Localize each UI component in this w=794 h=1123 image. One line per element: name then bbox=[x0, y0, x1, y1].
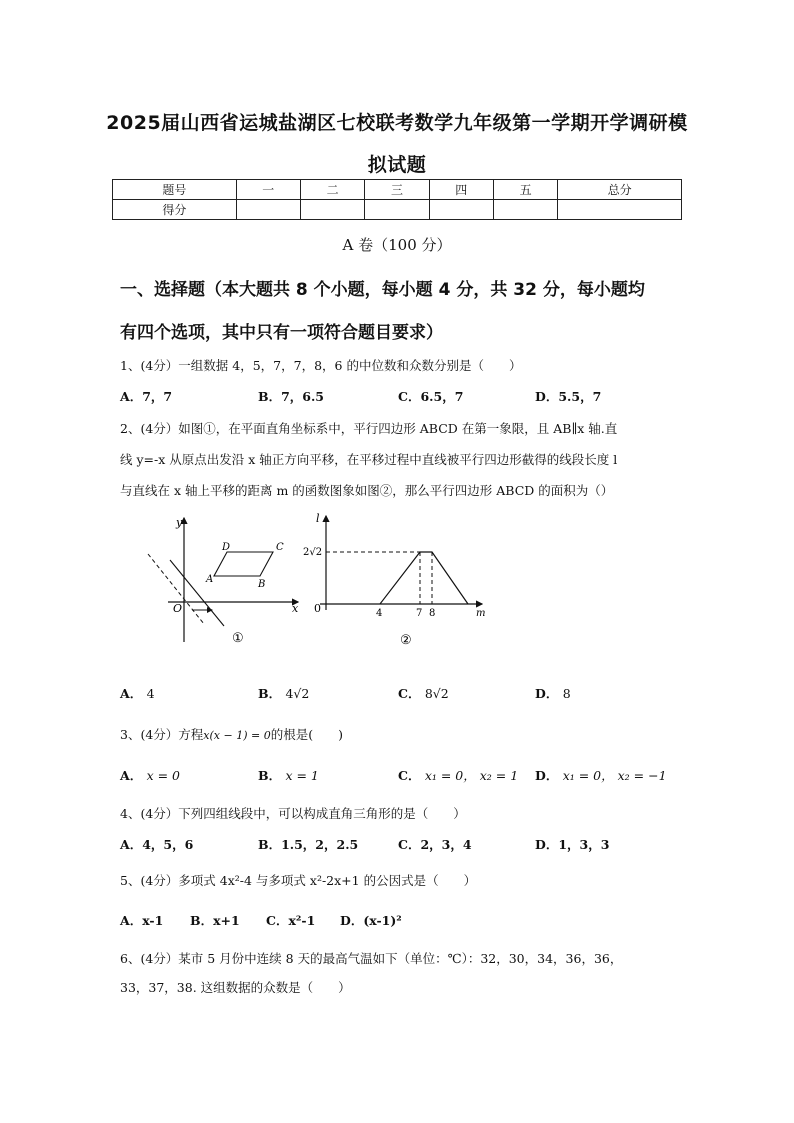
fig2-x-label: m bbox=[476, 608, 486, 619]
fig2-caption: ② bbox=[400, 633, 412, 648]
q2-option-d-value: 8 bbox=[562, 686, 571, 701]
score-input-cell bbox=[300, 200, 364, 220]
q2-option-c: C． 8√2 bbox=[398, 686, 449, 701]
q1-option-a: A．7，7 bbox=[120, 389, 173, 404]
q3-option-a-value: x = 0 bbox=[146, 768, 180, 783]
q2-figure-2 bbox=[300, 512, 500, 652]
section-heading-line2: 有四个选项，其中只有一项符合题目要求） bbox=[120, 323, 443, 343]
q2-option-b: B． 4√2 bbox=[258, 686, 310, 701]
fig2-graph bbox=[380, 552, 468, 604]
section-heading-line1: 一、选择题（本大题共 8 个小题，每小题 4 分，共 32 分，每小题均 bbox=[120, 280, 645, 300]
score-table bbox=[112, 179, 682, 220]
q5-option-d: D．(x-1)² bbox=[340, 913, 402, 928]
score-input-cell bbox=[558, 200, 682, 220]
q5-option-b: B．x+1 bbox=[190, 913, 240, 928]
fig1-label-c: C bbox=[276, 542, 284, 553]
q2-figure-1 bbox=[140, 512, 310, 652]
q1-option-b: B．7，6.5 bbox=[258, 389, 325, 404]
fig1-x-label: x bbox=[292, 602, 299, 615]
score-cell: 题号 bbox=[113, 180, 237, 200]
q4-option-c: C．2，3，4 bbox=[398, 837, 472, 852]
score-table-score-row bbox=[113, 200, 682, 220]
q3-option-c: C． x₁ = 0， x₂ = 1 bbox=[398, 768, 519, 783]
fig1-origin-label: O bbox=[173, 602, 183, 615]
score-cell: 总分 bbox=[558, 180, 682, 200]
score-input-cell bbox=[236, 200, 300, 220]
q1-option-c: C．6.5，7 bbox=[398, 389, 464, 404]
q6-stem-line2: 33，37，38. 这组数据的众数是（ ） bbox=[120, 980, 351, 995]
q4-stem: 4、(4分）下列四组线段中，可以构成直角三角形的是（ ） bbox=[120, 806, 466, 821]
q2-option-c-value: 8√2 bbox=[424, 686, 449, 701]
q3-option-b-value: x = 1 bbox=[285, 768, 319, 783]
q4-option-a: A．4，5，6 bbox=[120, 837, 194, 852]
fig1-caption: ① bbox=[232, 631, 244, 646]
fig2-x-tick-7: 7 bbox=[416, 608, 423, 619]
fig1-line-moved bbox=[170, 560, 224, 626]
fig1-y-label: y bbox=[176, 516, 183, 529]
q1-option-d: D．5.5，7 bbox=[535, 389, 602, 404]
q4-option-b: B．1.5，2，2.5 bbox=[258, 837, 359, 852]
q3-option-c-value: x₁ = 0， x₂ = 1 bbox=[424, 768, 519, 783]
q2-stem-line1: 2、(4分）如图①，在平面直角坐标系中，平行四边形 ABCD 在第一象限，且 AB∥x 轴.直 bbox=[120, 421, 618, 436]
fig1-label-a: A bbox=[206, 574, 214, 585]
q3-option-d: D． x₁ = 0， x₂ = −1 bbox=[535, 768, 667, 783]
score-input-cell bbox=[429, 200, 493, 220]
fig1-parallelogram bbox=[214, 552, 273, 576]
q3-option-b: B． x = 1 bbox=[258, 768, 319, 783]
q2-option-a-value: 4 bbox=[146, 686, 155, 701]
q1-stem: 1、(4分）一组数据 4，5，7，7，8，6 的中位数和众数分别是（ ） bbox=[120, 358, 522, 373]
volume-heading: A 卷（100 分） bbox=[342, 236, 452, 254]
score-input-cell bbox=[493, 200, 557, 220]
q3-option-d-value: x₁ = 0， x₂ = −1 bbox=[562, 768, 667, 783]
q4-option-d: D．1，3，3 bbox=[535, 837, 610, 852]
q5-option-c: C．x²-1 bbox=[266, 913, 316, 928]
fig2-x-tick-8: 8 bbox=[429, 608, 436, 619]
q3-stem: 3、(4分）方程x(x − 1) = 0的根是( ) bbox=[120, 727, 343, 742]
doc-title-line2: 拟试题 bbox=[367, 154, 427, 176]
score-cell: 得分 bbox=[113, 200, 237, 220]
score-cell: 四 bbox=[429, 180, 493, 200]
q3-option-a: A． x = 0 bbox=[120, 768, 180, 783]
score-cell: 三 bbox=[365, 180, 429, 200]
fig1-label-b: B bbox=[258, 579, 266, 590]
fig2-origin-label: 0 bbox=[314, 602, 321, 615]
q6-stem-line1: 6、(4分）某市 5 月份中连续 8 天的最高气温如下（单位：℃）：32，30，34，36，36， bbox=[120, 951, 623, 966]
q2-stem-line3: 与直线在 x 轴上平移的距离 m 的函数图象如图②，那么平行四边形 ABCD 的面积为（） bbox=[120, 483, 614, 498]
fig1-label-d: D bbox=[222, 542, 231, 553]
score-cell: 一 bbox=[236, 180, 300, 200]
score-cell: 五 bbox=[493, 180, 557, 200]
fig2-y-label: l bbox=[316, 512, 320, 525]
q3-equation: x(x − 1) = 0 bbox=[203, 729, 271, 742]
score-input-cell bbox=[365, 200, 429, 220]
q2-option-d: D． 8 bbox=[535, 686, 571, 701]
doc-title-line1: 2025届山西省运城盐湖区七校联考数学九年级第一学期开学调研模 bbox=[106, 112, 688, 134]
q2-option-b-value: 4√2 bbox=[285, 686, 310, 701]
q5-option-a: A．x-1 bbox=[120, 913, 164, 928]
q5-stem: 5、(4分）多项式 4x²-4 与多项式 x²-2x+1 的公因式是（ ） bbox=[120, 873, 477, 888]
score-cell: 二 bbox=[300, 180, 364, 200]
fig2-x-tick-4: 4 bbox=[376, 608, 383, 619]
score-table-header-row bbox=[113, 180, 682, 200]
fig2-y-tick: 2√2 bbox=[303, 547, 323, 558]
q2-stem-line2: 线 y=-x 从原点出发沿 x 轴正方向平移，在平移过程中直线被平行四边形截得的线段长度 l bbox=[120, 452, 618, 467]
q2-option-a: A． 4 bbox=[120, 686, 155, 701]
